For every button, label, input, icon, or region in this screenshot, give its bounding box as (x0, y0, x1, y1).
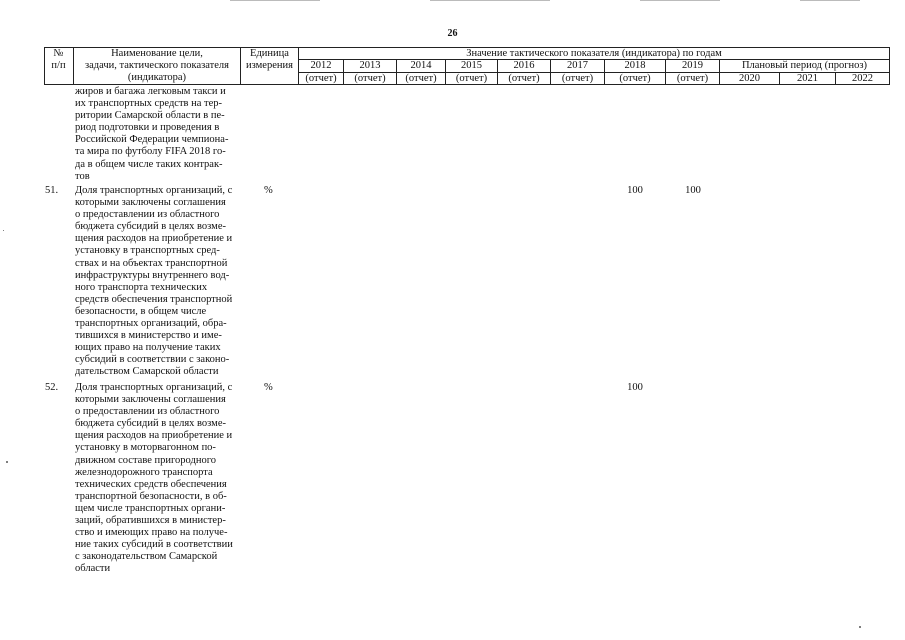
header-year-note: (отчет) (561, 72, 594, 84)
header-year-note: (отчет) (619, 72, 651, 84)
row-value-2018: 100 (627, 382, 643, 393)
header-num-line1: № (53, 48, 64, 59)
header-name-line1: Наименование цели, (111, 48, 203, 59)
header-year: 2015 (461, 60, 482, 71)
header-year-note: (отчет) (305, 72, 337, 84)
header-unit-line2: измерения (246, 60, 293, 71)
page-number: 26 (447, 28, 458, 39)
row-value-2018: 100 (627, 185, 643, 196)
header-planned-year: 2020 (739, 73, 760, 84)
header-num-line2: п/п (51, 59, 66, 71)
row-number: 51. (45, 185, 59, 196)
scan-speck (6, 461, 8, 463)
row-unit: % (264, 185, 273, 196)
header-name-line2: задачи, тактического показателя (84, 60, 230, 71)
header-year: 2013 (359, 60, 381, 71)
header-year-note: (отчет) (508, 72, 540, 84)
header-year: 2014 (410, 60, 432, 71)
header-year: 2017 (567, 60, 588, 71)
scan-speck (859, 626, 861, 628)
row-number: 52. (45, 382, 59, 393)
header-year: 2018 (624, 60, 646, 71)
header-year: 2019 (682, 60, 703, 71)
row-unit: % (264, 382, 273, 393)
row-value-2019: 100 (685, 185, 701, 196)
scan-edge-line (640, 0, 720, 1)
row-description: жиров и багажа легковым такси и их транспортных средств на тер- ритории Самарской области в пе- риод подготовки и проведения в Российской Федерации чемпиона- та мира по футболу FIFA 2018 го- да в общем числе таких контрак- тов (75, 86, 229, 182)
header-year: 2012 (310, 60, 332, 71)
header-year-note: (отчет) (676, 72, 709, 84)
header-year-note: (отчет) (405, 72, 437, 84)
row-description: Доля транспортных организаций, с которыми заключены соглашения о предоставлении из областного бюджета субсидий в целях возме- щения расходов на приобретение и установку в моторвагонном по- движном составе пригородного железнодорожного транспорта технических средств обеспечения транспортной безопасности, в об- щем числе транспортных органи- заций, обратившихся в министер- ство и имеющих право на получе- ние таких субсидий в соответствии с законодательством Самарской области (75, 382, 233, 575)
scan-speck (3, 230, 4, 231)
header-year-note: (отчет) (455, 72, 488, 84)
header-planned-year: 2021 (797, 73, 818, 84)
row-description: Доля транспортных организаций, с которыми заключены соглашения о предоставлении из областного бюджета субсидий в целях возме- щения расходов на приобретение и установку в транспортных сред- ствах и на объектах транспортной инфраструктуры внутреннего вод- ного транспорта технических средств обеспечения транспортной безопасности, в общем числе транспортных организаций, обра- тившихся в министерство и име- ющих право на получение таких субсидий в соответствии с законо- дательством Самарской области (75, 185, 233, 378)
scan-edge-line (430, 0, 550, 1)
header-planned-title: Плановый период (прогноз) (741, 60, 868, 71)
scan-edge-line (230, 0, 320, 1)
scan-edge-line (800, 0, 860, 1)
header-name-line3: (индикатора) (127, 72, 187, 83)
header-year-note: (отчет) (354, 72, 386, 84)
header-planned-year: 2022 (852, 73, 873, 84)
header-values-title: Значение тактического показателя (индикатора) по годам (466, 48, 722, 59)
header-year: 2016 (513, 60, 535, 71)
header-unit-line1: Единица (250, 48, 289, 59)
